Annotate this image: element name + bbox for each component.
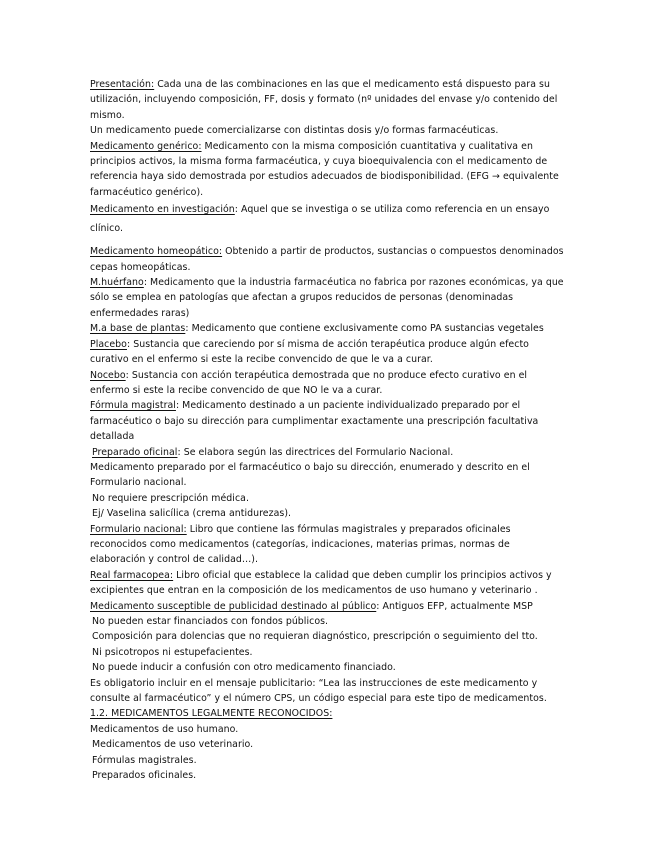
definition-investigacion: : Aquel que se investiga o se utiliza como referencia en un ensayo clínico. (90, 204, 550, 235)
term-homeopatico: Medicamento homeopático: (90, 246, 223, 258)
text-msp-psicotropos: Ni psicotropos ni estupefacientes. (92, 646, 253, 658)
paragraph-homeopatico (90, 244, 564, 275)
definition-real-farmacopea: Libro oficial que establece la calidad que deben cumplir los principios activos y excipientes que entran en la composición de los medicamentos de uso humano y veterinario . (90, 569, 552, 597)
definition-formulario-nacional: Libro que contiene las fórmulas magistrales y preparados oficinales reconocidos como medicamentos (categorías, indicaciones, materias primas, normas de elaboración y control de calidad…). (90, 523, 511, 566)
paragraph-msp-composicion (90, 629, 564, 644)
text-no-prescripcion: No requiere prescripción médica. (92, 492, 249, 504)
paragraph-msp-psicotropos (90, 645, 564, 660)
term-generico: Medicamento genérico: (90, 140, 202, 152)
definition-placebo: : Sustancia que careciendo por sí misma de acción terapéutica produce algún efecto curativo en el enfermo si este la recibe convencido de que le va a curar. (90, 338, 529, 366)
document-body (90, 77, 564, 783)
definition-msp: : Antiguos EFP, actualmente MSP (376, 600, 533, 612)
definition-nocebo: : Sustancia con acción terapéutica demostrada que no produce efecto curativo en el enfermo si este la recibe convencido de que NO le va a curar. (90, 369, 528, 396)
text-uso-humano: Medicamentos de uso humano. (90, 723, 239, 735)
text-msp-confusion: No puede inducir a confusión con otro medicamento financiado. (92, 662, 396, 674)
paragraph-preparado-descripcion (90, 460, 564, 491)
term-placebo: Placebo (90, 338, 127, 350)
term-huerfano: M.huérfano (90, 277, 144, 289)
paragraph-nocebo (90, 368, 564, 399)
term-investigacion: Medicamento en investigación (90, 204, 235, 216)
heading-medicamentos-reconocidos: 1.2. MEDICAMENTOS LEGALMENTE RECONOCIDOS: (90, 708, 333, 720)
paragraph-generico (90, 139, 564, 201)
paragraph-placebo (90, 337, 564, 368)
paragraph-mensaje-publicitario (90, 676, 564, 707)
text-msp-financiacion: No pueden estar financiados con fondos públicos. (92, 616, 329, 627)
text-ejemplo: Ej/ Vaselina salicílica (crema antidurezas). (92, 508, 292, 520)
paragraph-msp-financiacion (90, 614, 564, 629)
text-formulas-magistrales: Fórmulas magistrales. (92, 754, 197, 766)
paragraph-msp-confusion (90, 660, 564, 675)
text-preparado-descripcion: Medicamento preparado por el farmacéutico o bajo su dirección, enumerado y descrito en el Formulario nacional. (90, 461, 530, 489)
paragraph-formula-magistral (90, 398, 564, 444)
term-nocebo: Nocebo (90, 369, 126, 381)
definition-preparado-oficinal: : Se elabora según las directrices del Formulario Nacional. (177, 446, 454, 458)
list-item-uso-veterinario (90, 737, 564, 752)
term-real-farmacopea: Real farmacopea: (90, 569, 174, 581)
paragraph-real-farmacopea (90, 568, 564, 599)
paragraph-formulario-nacional (90, 522, 564, 568)
definition-generico: Medicamento con la misma composición cuantitativa y cualitativa en principios activos, la misma forma farmacéutica, y cuya bioequivalencia con el medicamento de referencia haya sido demostrada por estudios adecuados de biodisponibilidad. (EFG → equivalente farmacéutico genérico). (90, 140, 559, 198)
paragraph-presentacion (90, 77, 564, 123)
definition-huerfano: : Medicamento que la industria farmacéutica no fabrica por razones económicas, ya que sólo se emplea en patologías que afectan a grupos reducidos de personas (denominadas enfermedades raras) (90, 277, 564, 319)
term-preparado-oficinal: Preparado oficinal (92, 446, 178, 458)
term-msp: Medicamento susceptible de publicidad destinado al público (90, 600, 377, 612)
paragraph-investigacion (90, 200, 564, 238)
paragraph-ejemplo (90, 506, 564, 521)
term-formula-magistral: Fórmula magistral (90, 400, 176, 412)
list-item-formulas-magistrales (90, 753, 564, 768)
text-preparados-oficinales: Preparados oficinales. (92, 770, 197, 782)
definition-plantas: : Medicamento que contiene exclusivamente como PA sustancias vegetales (185, 323, 544, 335)
list-item-uso-humano (90, 722, 564, 737)
text-uso-veterinario: Medicamentos de uso veterinario. (92, 739, 254, 751)
definition-formula-magistral: : Medicamento destinado a un paciente individualizado preparado por el farmacéutico o bajo su dirección para cumplimentar exactamente una prescripción facultativa detallada (90, 400, 539, 443)
paragraph-plantas (90, 321, 564, 336)
definition-homeopatico: Obtenido a partir de productos, sustancias o compuestos denominados cepas homeopáticas. (90, 246, 564, 273)
paragraph-dosis-formas (90, 123, 564, 138)
paragraph-no-prescripcion (90, 491, 564, 506)
paragraph-msp (90, 599, 564, 614)
text-mensaje-publicitario: Es obligatorio incluir en el mensaje publicitario: “Lea las instrucciones de este medicamento y consulte al farmacéutico” y el número CPS, un código especial para este tipo de medicamentos. (90, 677, 547, 705)
section-heading (90, 706, 564, 721)
paragraph-huerfano (90, 275, 564, 321)
definition-presentacion: Cada una de las combinaciones en las que el medicamento está dispuesto para su utilización, incluyendo composición, FF, dosis y formato (nº unidades del envase y/o contenido del mismo. (90, 79, 558, 121)
list-item-preparados-oficinales (90, 768, 564, 783)
text-msp-composicion: Composición para dolencias que no requieran diagnóstico, prescripción o seguimiento del tto. (92, 631, 538, 643)
term-plantas: M.a base de plantas (90, 323, 186, 335)
term-formulario-nacional: Formulario nacional: (90, 523, 187, 535)
text-dosis-formas: Un medicamento puede comercializarse con distintas dosis y/o formas farmacéuticas. (90, 125, 499, 137)
term-presentacion: Presentación: (90, 79, 155, 90)
paragraph-preparado-oficinal (90, 445, 564, 460)
